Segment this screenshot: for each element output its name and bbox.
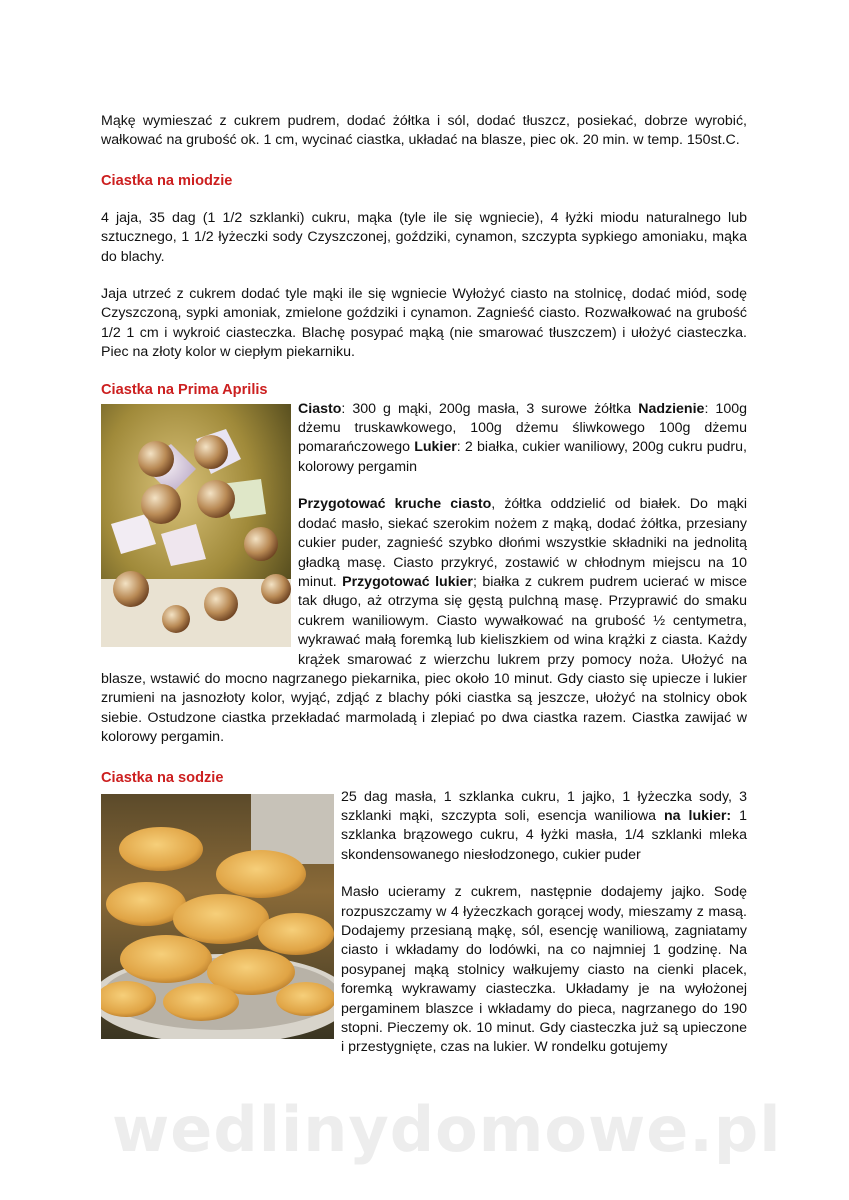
honey-cookies-method: Jaja utrzeć z cukrem dodać tyle mąki ile się wgniecie Wyłożyć ciasto na stolnicę, dodać miód, sodę Czyszczoną, sypki amoniak, zmielone goździki i cynamon. Zagnieść ciasto. Rozwałkować na grubość 1/2 1 cm i wykroić ciasteczka. Blachę posypać mąką (nie smarować tłuszczem) i ułożyć ciasteczka. Piec na złoty kolor w ciepłym piekarniku. — [101, 286, 747, 361]
april-fools-ingredients: Ciasto: 300 g mąki, 200g masła, 3 surowe żółtka Nadzienie: 100g dżemu truskawkowego, 100g dżemu śliwkowego 100g dżemu pomarańczowego Lukier: 2 białka, cukier waniliowy, 200g cukru pudru, kolorowy pergamin — [298, 400, 747, 475]
page-content — [101, 112, 747, 1058]
section-title-april-fools-cookies: Ciastka na Prima Aprilis — [101, 381, 268, 398]
soda-cookies-photo — [101, 794, 334, 1039]
soda-cookies-ingredients: 25 dag masła, 1 szklanka cukru, 1 jajko, 1 łyżeczka sody, 3 szklanki mąki, szczypta soli, esencja waniliowa na lukier: 1 szklanka brązowego cukru, 4 łyżki masła, 1/4 szklanki mleka skondensowanego niesłodzonego, cukier puder — [341, 788, 747, 863]
april-fools-cookies-photo — [101, 404, 291, 647]
section-title-honey-cookies: Ciastka na miodzie — [101, 172, 233, 189]
watermark: wedlinydomowe.pl — [112, 1093, 782, 1166]
section-title-soda-cookies: Ciastka na sodzie — [101, 769, 224, 786]
honey-cookies-ingredients: 4 jaja, 35 dag (1 1/2 szklanki) cukru, mąka (tyle ile się wgniecie), 4 łyżki miodu naturalnego lub sztucznego, 1 1/2 łyżeczki sody Czyszczonej, goździki, cynamon, szczypta sypkiego amoniaku, mąka do blachy. — [101, 209, 747, 265]
intro-paragraph: Mąkę wymieszać z cukrem pudrem, dodać żółtka i sól, dodać tłuszcz, posiekać, dobrze wyrobić, wałkować na grubość ok. 1 cm, wycinać ciastka, układać na blasze, piec ok. 20 min. w temp. 150st.C. — [101, 113, 747, 149]
soda-cookies-method: Masło ucieramy z cukrem, następnie dodajemy jajko. Sodę rozpuszczamy w 4 łyżeczkach gorącej wody, mieszamy z masą. Dodajemy przesianą mąkę, sól, esencję waniliową, zagniatamy ciasto i wkładamy do lodówki, na co najmniej 1 godzinę. Na posypanej mąką stolnicy wałkujemy ciasto na cienki placek, foremką wykrawamy ciasteczka. Układamy je na wyłożonej pergaminem blaszce i wkładamy do pieca, nagrzanego do 190 stopni. Pieczemy ok. 10 minut. Gdy ciasteczka już są upieczone i przestygnięte, czas na lukier. W rondelku gotujemy — [341, 884, 747, 1056]
april-fools-method: Przygotować kruche ciasto, żółtka oddzielić od białek. Do mąki dodać masło, siekać szerokim nożem z mąką, dodać żółtka, przesiany cukier puder, zagnieść szybko dłońmi wszystkie składniki na jednolitą gładką masę. Ciasto przykryć, zostawić w chłodnym miejscu na 10 minut. Przygotować lukier; białka z cukrem pudrem ucierać w misce tak długo, aż otrzyma się gęstą pulchną masę. Przyprawić do smaku cukrem waniliowym. Ciasto wywałkować na grubość ½ centymetra, wykrawać małą foremką lub kieliszkiem od wina krążki z ciasta. Każdy krążek smarować z wierzchu lukrem przy pomocy noża. Ułożyć na blasze, wstawić do mocno nagrzanego piekarnika, piec około 10 minut. Gdy ciasto się upiecze i lukier zrumieni na jasnozłoty kolor, wyjąć, zdjąć z blachy póki ciastka są jeszcze, ułożyć na stolnicy obok siebie. Ostudzone ciastka przekładać marmoladą i zlepiać po dwa ciastka razem. Ciastka zawijać w kolorowy pergamin. — [101, 496, 748, 746]
